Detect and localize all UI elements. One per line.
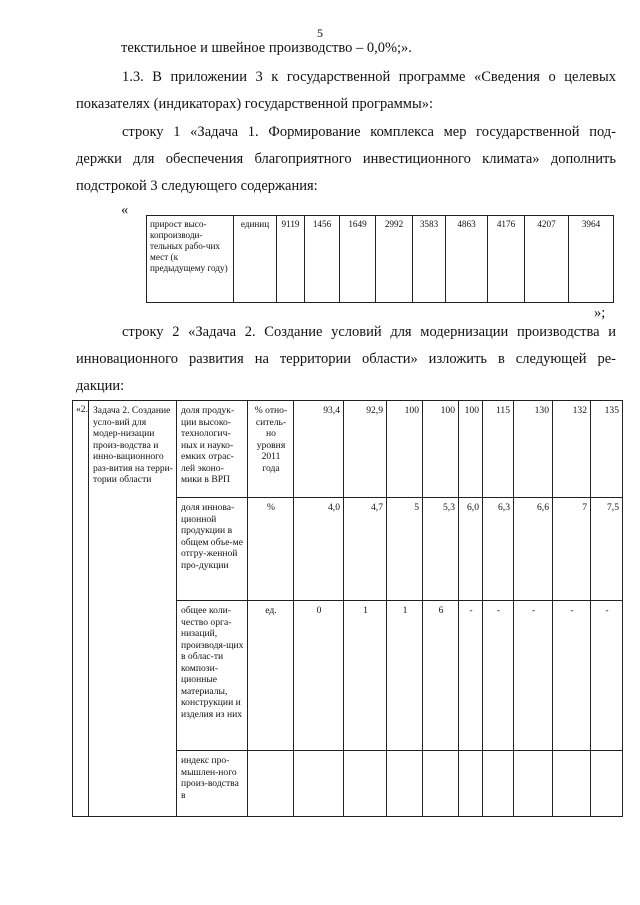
- value-cell: 100: [387, 401, 423, 498]
- unit-cell: ед.: [248, 601, 294, 751]
- table-row: [147, 216, 614, 303]
- value-cell: 4863: [446, 216, 488, 303]
- value-cell: 2992: [376, 216, 413, 303]
- value-cell: -: [591, 601, 623, 751]
- value-cell: 1649: [340, 216, 376, 303]
- unit-cell: %: [248, 498, 294, 601]
- value-cell: 130: [514, 401, 553, 498]
- value-cell: 100: [423, 401, 459, 498]
- open-quote: «: [121, 202, 129, 218]
- value-cell: [294, 751, 344, 817]
- table-1: [146, 215, 614, 303]
- value-cell: 6,3: [483, 498, 514, 601]
- paragraph-row2-line-2: инновационного развития на территории области» изложить в следующей ре-: [76, 351, 616, 367]
- value-cell: 6,0: [459, 498, 483, 601]
- paragraph-row1-line-2: держки для обеспечения благоприятного инвестиционного климата» дополнить: [76, 151, 616, 167]
- unit-cell: % отно-ситель-но уровня 2011 года: [248, 401, 294, 498]
- value-cell: 100: [459, 401, 483, 498]
- value-cell: -: [459, 601, 483, 751]
- value-cell: [423, 751, 459, 817]
- page-number: 5: [317, 26, 323, 40]
- indicator-cell: общее коли-чество орга-низаций, производя-щих в облас-ти компози-ционные материалы, конструкции и изделия из них: [177, 601, 248, 751]
- value-cell: 115: [483, 401, 514, 498]
- value-cell: 9119: [277, 216, 305, 303]
- paragraph-1-3-line-1: 1.3. В приложении 3 к государственной программе «Сведения о целевых: [122, 69, 616, 85]
- value-cell: 5,3: [423, 498, 459, 601]
- value-cell: [344, 751, 387, 817]
- value-cell: [459, 751, 483, 817]
- paragraph-row1-line-3: подстрокой 3 следующего содержания:: [76, 178, 318, 194]
- table-row: [73, 401, 623, 498]
- value-cell: [591, 751, 623, 817]
- value-cell: -: [514, 601, 553, 751]
- paragraph-row2-line-1: строку 2 «Задача 2. Создание условий для модернизации производства и: [122, 324, 616, 340]
- value-cell: [514, 751, 553, 817]
- value-cell: 1: [387, 601, 423, 751]
- paragraph-row2-line-3: дакции:: [76, 378, 125, 394]
- indicator-cell: индекс про-мышлен-ного произ-водства в: [177, 751, 248, 817]
- value-cell: 4176: [488, 216, 525, 303]
- value-cell: 6: [423, 601, 459, 751]
- value-cell: 1: [344, 601, 387, 751]
- value-cell: 93,4: [294, 401, 344, 498]
- value-cell: 1456: [305, 216, 340, 303]
- row-number-cell: «2.: [73, 401, 89, 817]
- paragraph-1-3-line-2: показателях (индикаторах) государственной программы»:: [76, 96, 433, 112]
- indicator-cell: доля иннова-ционной продукции в общем объе-ме отгру-женной про-дукции: [177, 498, 248, 601]
- value-cell: 4207: [525, 216, 569, 303]
- value-cell: 92,9: [344, 401, 387, 498]
- value-cell: 6,6: [514, 498, 553, 601]
- close-quote: »;: [594, 305, 606, 321]
- paragraph-tail: текстильное и швейное производство – 0,0%;».: [121, 40, 412, 56]
- value-cell: [483, 751, 514, 817]
- indicator-cell: прирост высо-копроизводи-тельных рабо-чих мест (к предыдущему году): [147, 216, 234, 303]
- task-cell: Задача 2. Создание усло-вий для модер-низации произ-водства и инно-вационного раз-вития на терри-тории области: [89, 401, 177, 817]
- value-cell: 132: [553, 401, 591, 498]
- table-2: [72, 400, 623, 817]
- value-cell: 7,5: [591, 498, 623, 601]
- unit-cell: единиц: [234, 216, 277, 303]
- value-cell: 5: [387, 498, 423, 601]
- value-cell: 7: [553, 498, 591, 601]
- value-cell: 3583: [413, 216, 446, 303]
- value-cell: 4,0: [294, 498, 344, 601]
- value-cell: 135: [591, 401, 623, 498]
- value-cell: 3964: [569, 216, 614, 303]
- paragraph-row1-line-1: строку 1 «Задача 1. Формирование комплекса мер государственной под-: [122, 124, 616, 140]
- value-cell: -: [553, 601, 591, 751]
- value-cell: -: [483, 601, 514, 751]
- value-cell: [387, 751, 423, 817]
- value-cell: [553, 751, 591, 817]
- indicator-cell: доля продук-ции высоко-технологич-ных и науко-емких отрас-лей эконо-мики в ВРП: [177, 401, 248, 498]
- value-cell: 0: [294, 601, 344, 751]
- value-cell: 4,7: [344, 498, 387, 601]
- unit-cell: [248, 751, 294, 817]
